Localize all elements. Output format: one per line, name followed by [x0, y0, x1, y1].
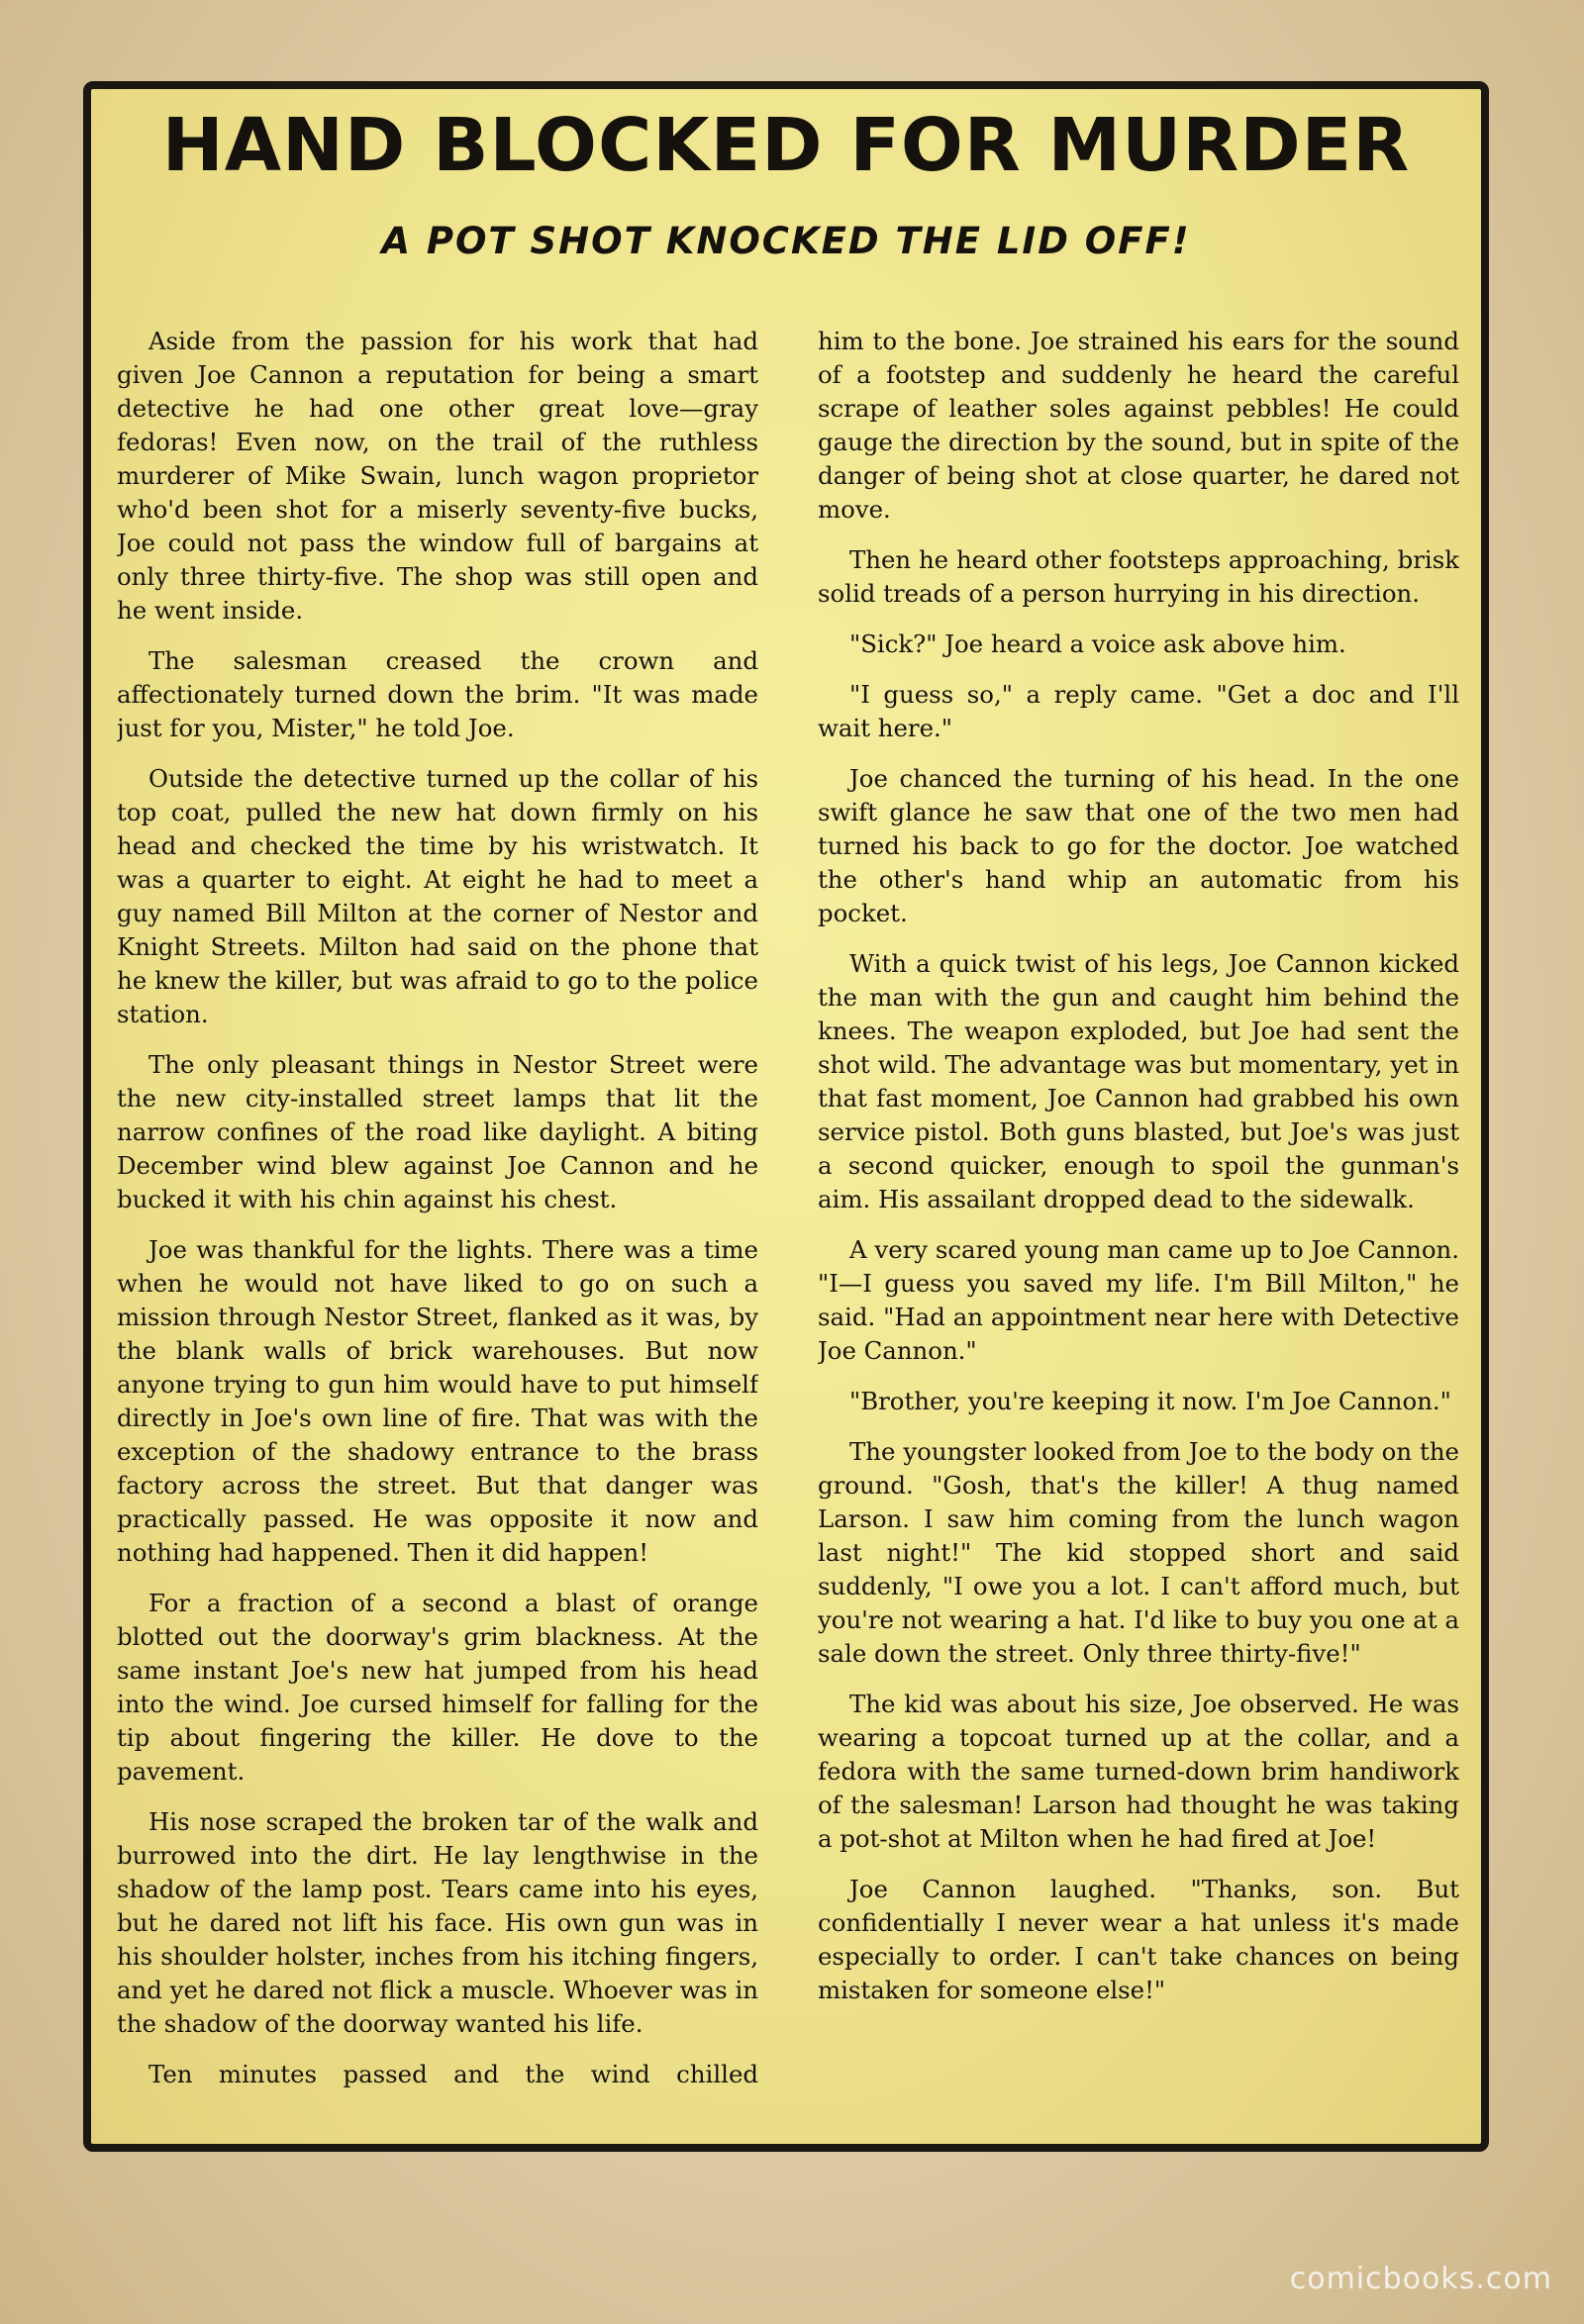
right-text-column: [818, 325, 1459, 2126]
paragraph: Joe Cannon laughed. "Thanks, son. But confidentially I never wear a hat unless it's made especially to order. I can't take chances on being mistaken for someone else!": [818, 1875, 1459, 2004]
paragraph: Ten minutes passed and the wind chilled: [148, 2060, 758, 2088]
paragraph: Joe was thankful for the lights. There was a time when he would not have liked to go on such a mission through Nestor Street, flanked as it was, by the blank walls of brick warehouses. But now anyone trying to gun him would have to put himself directly in Joe's own line of fire. That was with the exception of the shadowy entrance to the brass factory across the street. But that danger was practically passed. He was opposite it now and nothing had happened. Then it did happen!: [117, 1235, 758, 1567]
paragraph: "Brother, you're keeping it now. I'm Joe Cannon.": [849, 1387, 1451, 1415]
paragraph: Outside the detective turned up the collar of his top coat, pulled the new hat down firmly on his head and checked the time by his wristwatch. It was a quarter to eight. At eight he had to meet a guy named Bill Milton at the corner of Nestor and Knight Streets. Milton had said on the phone that he knew the killer, but was afraid to go to the police station.: [117, 764, 758, 1028]
story-title: HAND BLOCKED FOR MURDER: [161, 103, 1411, 188]
paragraph: The only pleasant things in Nestor Street were the new city-installed street lamps that lit the narrow confines of the road like daylight. A biting December wind blew against Joe Cannon and he bucked it with his chin against his chest.: [117, 1050, 758, 1213]
paragraph: "Sick?" Joe heard a voice ask above him.: [849, 629, 1346, 658]
paragraph: For a fraction of a second a blast of orange blotted out the doorway's grim blackness. At the same instant Joe's new hat jumped from his head into the wind. Joe cursed himself for falling for the tip about fingering the killer. He dove to the pavement.: [117, 1589, 758, 1786]
paragraph: Aside from the passion for his work that had given Joe Cannon a reputation for being a smart detective he had one other great love—gray fedoras! Even now, on the trail of the ruthless murderer of Mike Swain, lunch wagon proprietor who'd been shot for a miserly seventy-five bucks, Joe could not pass the window full of bargains at only three thirty-five. The shop was still open and he went inside.: [117, 327, 758, 625]
paragraph: The salesman creased the crown and affectionately turned down the brim. "It was made just for you, Mister," he told Joe.: [117, 646, 758, 742]
story-subtitle: A POT SHOT KNOCKED THE LID OFF!: [381, 220, 1191, 262]
paragraph: The kid was about his size, Joe observed. He was wearing a topcoat turned up at the collar, and a fedora with the same turned-down brim handiwork of the salesman! Larson had thought he was taking a pot-shot at Milton when he had fired at Joe!: [818, 1690, 1459, 1853]
paragraph: A very scared young man came up to Joe Cannon. "I—I guess you saved my life. I'm Bill Milton," he said. "Had an appointment near here with Detective Joe Cannon.": [818, 1235, 1459, 1365]
paragraph: "I guess so," a reply came. "Get a doc and I'll wait here.": [818, 680, 1459, 742]
left-text-column: [117, 325, 758, 2126]
paragraph: Then he heard other footsteps approaching, brisk solid treads of a person hurrying in his direction.: [818, 545, 1459, 608]
paragraph: His nose scraped the broken tar of the walk and burrowed into the dirt. He lay lengthwise in the shadow of the lamp post. Tears came into his eyes, but he dared not lift his face. His own gun was in his shoulder holster, inches from his itching fingers, and yet he dared not flick a muscle. Whoever was in the shadow of the doorway wanted his life.: [117, 1807, 758, 2038]
paragraph: Joe chanced the turning of his head. In the one swift glance he saw that one of the two men had turned his back to go for the doctor. Joe watched the other's hand whip an automatic from his pocket.: [818, 764, 1459, 927]
paragraph: The youngster looked from Joe to the body on the ground. "Gosh, that's the killer! A thug named Larson. I saw him coming from the lunch wagon last night!" The kid stopped short and said suddenly, "I owe you a lot. I can't afford much, but you're not wearing a hat. I'd like to buy you one at a sale down the street. Only three thirty-five!": [818, 1437, 1459, 1668]
paragraph: him to the bone. Joe strained his ears for the sound of a footstep and suddenly he heard the careful scrape of leather soles against pebbles! He could gauge the direction by the sound, but in spite of the danger of being shot at close quarter, he dared not move.: [818, 327, 1459, 524]
watermark: comicbooks.com: [1289, 2262, 1552, 2296]
paragraph: With a quick twist of his legs, Joe Cannon kicked the man with the gun and caught him behind the knees. The weapon exploded, but Joe had sent the shot wild. The advantage was but momentary, yet in that fast moment, Joe Cannon had grabbed his own service pistol. Both guns blasted, but Joe's was just a second quicker, enough to spoil the gunman's aim. His assailant dropped dead to the sidewalk.: [818, 949, 1459, 1213]
